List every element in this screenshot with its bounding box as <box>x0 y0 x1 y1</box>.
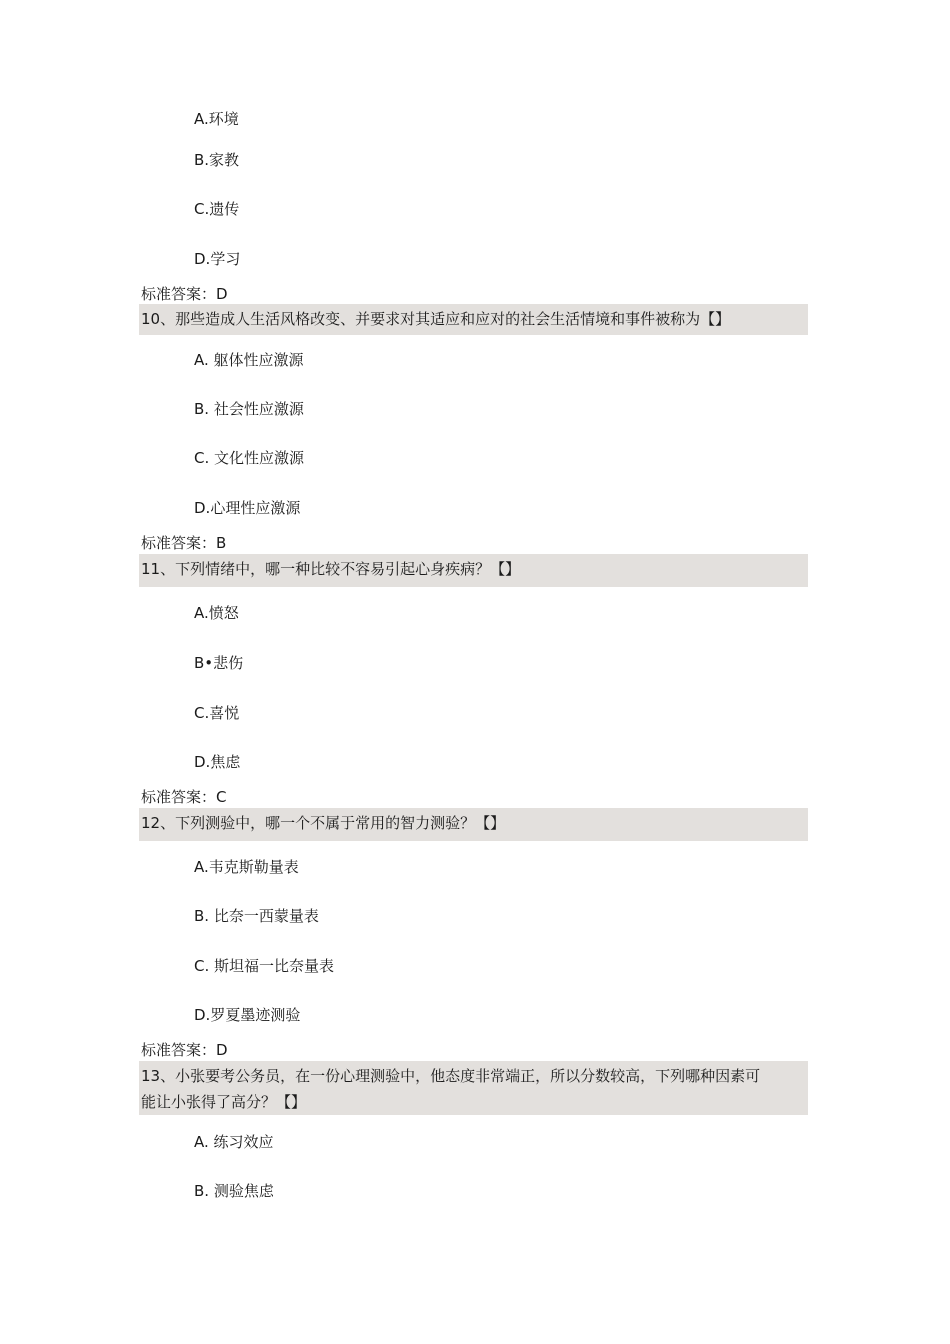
q11-question: 11、下列情绪中，哪一种比较不容易引起心身疾病？【】 <box>139 554 808 587</box>
q10-option-b: B. 社会性应激源 <box>194 400 304 418</box>
q12-answer: 标准答案：D <box>141 1041 228 1059</box>
q13-option-b: B. 测验焦虑 <box>194 1182 274 1200</box>
q10-question: 10、那些造成人生活风格改变、并要求对其适应和应对的社会生活情境和事件被称为【】 <box>139 304 808 335</box>
q10-answer: 标准答案：B <box>141 534 227 552</box>
q9-option-d: D.学习 <box>194 250 241 268</box>
q12-option-b: B. 比奈一西蒙量表 <box>194 907 319 925</box>
q12-question: 12、下列测验中，哪一个不属于常用的智力测验？【】 <box>139 808 808 841</box>
q9-option-b: B.家教 <box>194 151 240 169</box>
q12-option-a: A.韦克斯勒量表 <box>194 858 299 876</box>
q12-option-d: D.罗夏墨迹测验 <box>194 1006 301 1024</box>
q11-option-c: C.喜悦 <box>194 704 240 722</box>
q9-option-c: C.遗传 <box>194 200 240 218</box>
q12-option-c: C. 斯坦福一比奈量表 <box>194 957 335 975</box>
q13-question <box>139 1061 808 1115</box>
q10-option-c: C. 文化性应激源 <box>194 449 305 467</box>
q11-answer: 标准答案：C <box>141 788 227 806</box>
q11-option-d: D.焦虑 <box>194 753 241 771</box>
q9-answer: 标准答案：D <box>141 285 228 303</box>
q13-option-a: A. 练习效应 <box>194 1133 274 1151</box>
q11-option-b: B•悲伤 <box>194 654 244 672</box>
q10-option-d: D.心理性应激源 <box>194 499 301 517</box>
q13-question-line2: 能让小张得了高分？【】 <box>141 1093 307 1111</box>
q11-option-a: A.愤怒 <box>194 604 239 622</box>
q13-question-line1: 13、小张要考公务员，在一份心理测验中，他态度非常端正，所以分数较高，下列哪种因素可 <box>141 1067 761 1085</box>
q9-option-a: A.环境 <box>194 110 239 128</box>
q10-option-a: A. 躯体性应激源 <box>194 351 304 369</box>
